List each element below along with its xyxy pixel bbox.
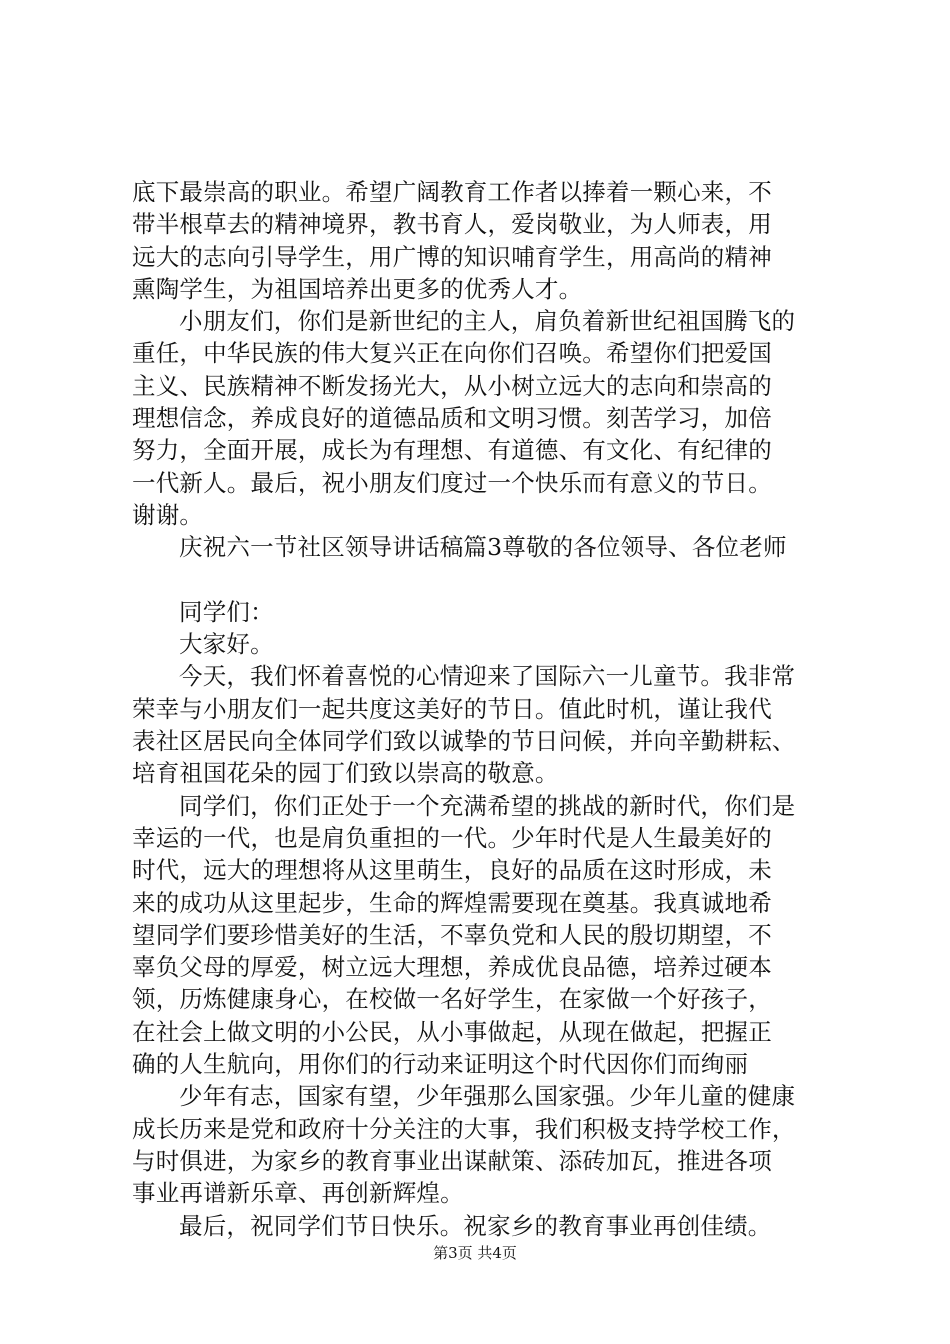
text-line: 少年有志，国家有望，少年强那么国家强。少年儿童的健康 xyxy=(179,1082,796,1111)
text-line: 谢谢。 xyxy=(132,500,204,529)
text-line: 确的人生航向，用你们的行动来证明这个时代因你们而绚丽 xyxy=(132,1050,749,1079)
section-heading: 庆祝六一节社区领导讲话稿篇3尊敬的各位领导、各位老师 xyxy=(179,533,787,562)
text-line: 远大的志向引导学生，用广博的知识哺育学生，用高尚的精神 xyxy=(132,242,772,271)
blank-line xyxy=(132,564,832,596)
text-line: 培育祖国花朵的园丁们致以崇高的敬意。 xyxy=(132,759,559,788)
text-line: 熏陶学生，为祖国培养出更多的优秀人才。 xyxy=(132,274,583,303)
text-line: 努力，全面开展，成长为有理想、有道德、有文化、有纪律的 xyxy=(132,436,772,465)
text-line: 大家好。 xyxy=(179,630,274,659)
text-line: 时代，远大的理想将从这里萌生，良好的品质在这时形成，未 xyxy=(132,856,772,885)
text-line: 一代新人。最后，祝小朋友们度过一个快乐而有意义的节日。 xyxy=(132,468,772,497)
text-line: 事业再谱新乐章、再创新辉煌。 xyxy=(132,1179,464,1208)
text-line: 领，历炼健康身心，在校做一名好学生，在家做一个好孩子， xyxy=(132,985,772,1014)
document-body xyxy=(132,176,832,1242)
text-line: 同学们： xyxy=(179,597,274,626)
text-line: 荣幸与小朋友们一起共度这美好的节日。值此时机，谨让我代 xyxy=(132,694,772,723)
text-line: 在社会上做文明的小公民，从小事做起，从现在做起，把握正 xyxy=(132,1017,772,1046)
page-number-footer: 第3页 共4页 xyxy=(433,1244,517,1262)
text-line: 带半根草去的精神境界，教书育人，爱岗敬业，为人师表，用 xyxy=(132,210,772,239)
text-line: 幸运的一代，也是肩负重担的一代。少年时代是人生最美好的 xyxy=(132,823,772,852)
text-line: 辜负父母的厚爱，树立远大理想，养成优良品德，培养过硬本 xyxy=(132,953,772,982)
text-line: 表社区居民向全体同学们致以诚挚的节日问候，并向辛勤耕耘、 xyxy=(132,727,796,756)
text-line: 主义、民族精神不断发扬光大，从小树立远大的志向和崇高的 xyxy=(132,371,772,400)
text-line: 成长历来是党和政府十分关注的大事，我们积极支持学校工作， xyxy=(132,1114,796,1143)
text-line: 与时俱进，为家乡的教育事业出谋献策、添砖加瓦，推进各项 xyxy=(132,1146,772,1175)
text-line: 小朋友们，你们是新世纪的主人，肩负着新世纪祖国腾飞的 xyxy=(179,307,796,336)
text-line: 底下最崇高的职业。希望广阔教育工作者以捧着一颗心来，不 xyxy=(132,178,772,206)
text-line: 重任，中华民族的伟大复兴正在向你们召唤。希望你们把爱国 xyxy=(132,339,772,368)
text-line: 最后，祝同学们节日快乐。祝家乡的教育事业再创佳绩。 xyxy=(179,1211,772,1240)
text-line: 来的成功从这里起步，生命的辉煌需要现在奠基。我真诚地希 xyxy=(132,888,772,917)
text-line: 望同学们要珍惜美好的生活，不辜负党和人民的殷切期望，不 xyxy=(132,920,772,949)
text-line: 同学们，你们正处于一个充满希望的挑战的新时代，你们是 xyxy=(179,791,796,820)
text-line: 理想信念，养成良好的道德品质和文明习惯。刻苦学习，加倍 xyxy=(132,404,772,433)
text-line: 今天，我们怀着喜悦的心情迎来了国际六一儿童节。我非常 xyxy=(179,662,796,691)
